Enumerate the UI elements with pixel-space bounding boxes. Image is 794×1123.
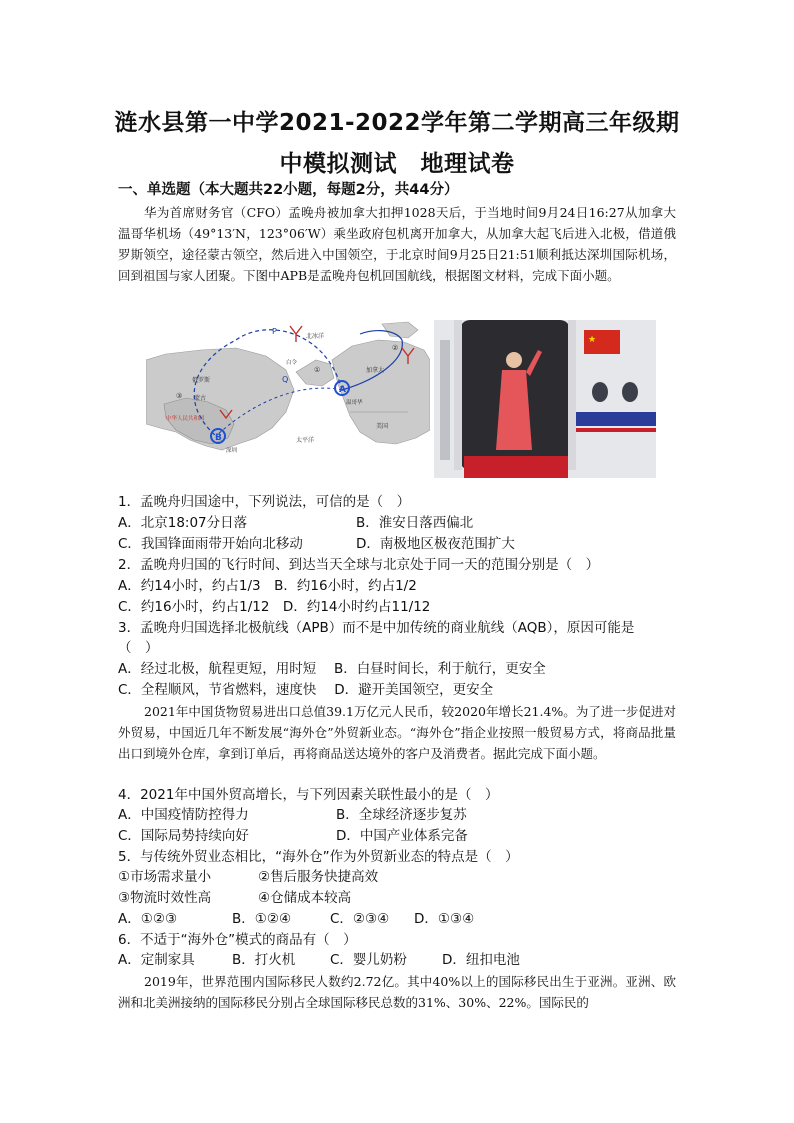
- exam-title-line2: 中模拟测试 地理试卷: [279, 151, 515, 177]
- passage-2: 2021年中国货物贸易进出口总值39.1万亿元人民币，较2020年增长21.4%。为了进一步促进对外贸易，中国近几年不断发展“海外仓”外贸新业态。“海外仓”指企业按照一般贸易方式，将商品批量出口到境外仓库，拿到订单后，再将商品送达境外的客户及消费者。据此完成下面小题。: [118, 704, 676, 761]
- question-6-stem: 6．不适于“海外仓”模式的商品有（ ）: [118, 932, 357, 948]
- label-Q: Q: [282, 375, 289, 384]
- exam-title-line1: 涟水县第一中学2021-2022学年第二学期高三年级期: [114, 110, 680, 136]
- q1-option-d: D．南极地区极夜范围扩大: [356, 536, 515, 552]
- label-vancouver: 温哥华: [346, 400, 363, 406]
- q1-option-b: B．淮安日落西偏北: [356, 515, 474, 531]
- passage-1: 华为首席财务官（CFO）孟晚舟被加拿大扣押1028天后，于当地时间9月24日16:27从加拿大温哥华机场（49°13′N，123°06′W）乘坐政府包机离开加拿大，从加拿大起飞后进入北极，借道俄罗斯领空，途径蒙古领空，然后进入中国领空，于北京时间9月25日21:51顺利抵达深圳国际机场，回到祖国与家人团聚。下图中APB是孟晚舟包机回国航线，根据图文材料，完成下面小题。: [118, 205, 676, 283]
- q1-option-a: A．北京18:07分日落: [118, 515, 248, 531]
- q5-statement-1: ①市场需求量小: [118, 869, 212, 885]
- passage-3: 2019年，世界范围内国际移民人数约2.72亿。其中40%以上的国际移民出生于亚洲。亚洲、欧洲和北美洲接纳的国际移民分别占全球国际移民总数的31%、30%、22%。国际民的: [118, 974, 676, 1010]
- fuselage-red-stripe: [576, 428, 656, 432]
- label-arctic: 北冰洋: [306, 333, 325, 340]
- door-panel: [440, 340, 450, 460]
- route-map: [146, 320, 430, 478]
- section-heading: 一、单选题（本大题共22小题，每题2分，共44分）: [118, 182, 459, 198]
- q4-option-b: B．全球经济逐步复苏: [336, 807, 467, 823]
- window-1: [592, 382, 608, 402]
- question-3-stem: 3．孟晚舟归国选择北极航线（APB）而不是中加传统的商业航线（AQB），原因可能是: [118, 620, 635, 636]
- label-B: B: [215, 433, 222, 443]
- question-1-stem: 1．孟晚舟归国途中，下列说法，可信的是（ ）: [118, 494, 411, 510]
- label-P: P: [272, 327, 277, 336]
- q6-option-a: A．定制家具: [118, 952, 195, 968]
- q2-options-cd: C．约16小时，约占1/12 D．约14小时约占11/12: [118, 599, 431, 615]
- question-5-stem: 5．与传统外贸业态相比，“海外仓”作为外贸新业态的特点是（ ）: [118, 849, 519, 865]
- q2-options-ab: A．约14小时，约占1/3 B．约16小时，约占1/2: [118, 578, 417, 594]
- door-frame-right: [568, 320, 576, 470]
- q3-options-ab: A．经过北极，航程更短，用时短 B．白昼时间长，利于航行，更安全: [118, 661, 546, 677]
- person-head: [506, 352, 522, 368]
- q5-statement-3: ③物流时效性高: [118, 890, 212, 906]
- label-usa: 美国: [376, 423, 389, 430]
- label-n1: ①: [314, 366, 321, 374]
- svg-text:★: ★: [588, 335, 597, 345]
- label-shenzhen: 深圳: [226, 448, 238, 454]
- q5-statement-4: ④仓储成本较高: [258, 890, 352, 906]
- q5-choice-a: A．①②③: [118, 911, 178, 927]
- label-A: A: [339, 385, 346, 395]
- q5-choice-d: D．①③④: [414, 911, 475, 927]
- figure: [146, 320, 656, 478]
- q4-option-a: A．中国疫情防控得力: [118, 807, 249, 823]
- q5-choice-c: C．②③④: [330, 911, 390, 927]
- label-n2: ②: [392, 344, 399, 352]
- question-4-stem: 4．2021年中国外贸高增长，与下列因素关联性最小的是（ ）: [118, 787, 499, 803]
- arrival-photo: [434, 320, 656, 478]
- person-dress: [496, 370, 532, 450]
- red-carpet: [464, 456, 568, 478]
- q1-option-c: C．我国锋面雨带开始向北移动: [118, 536, 303, 552]
- label-n3: ③: [176, 392, 183, 400]
- label-china: 中华人民共和国: [166, 416, 205, 422]
- q6-option-b: B．打火机: [232, 952, 296, 968]
- label-mongolia: 蒙古: [194, 395, 207, 402]
- q6-option-d: D．纽扣电池: [442, 952, 520, 968]
- door-frame-left: [454, 320, 462, 470]
- label-pacific: 太平洋: [296, 437, 315, 444]
- question-3-stem-cont: （ ）: [118, 640, 159, 656]
- q5-statement-2: ②售后服务快捷高效: [258, 869, 379, 885]
- q4-option-c: C．国际局势持续向好: [118, 828, 249, 844]
- label-russia: 俄罗斯: [192, 377, 211, 384]
- question-2-stem: 2．孟晚舟归国的飞行时间、到达当天全球与北京处于同一天的范围分别是（ ）: [118, 557, 600, 573]
- q3-options-cd: C．全程顺风，节省燃料，速度快 D．避开美国领空，更安全: [118, 682, 494, 698]
- q6-option-c: C．婴儿奶粉: [330, 952, 407, 968]
- q4-option-d: D．中国产业体系完备: [336, 828, 468, 844]
- fuselage-stripe: [576, 412, 656, 426]
- label-canada: 加拿大: [366, 367, 385, 374]
- label-bering: 白令: [286, 360, 298, 366]
- window-2: [622, 382, 638, 402]
- q5-choice-b: B．①②④: [232, 911, 292, 927]
